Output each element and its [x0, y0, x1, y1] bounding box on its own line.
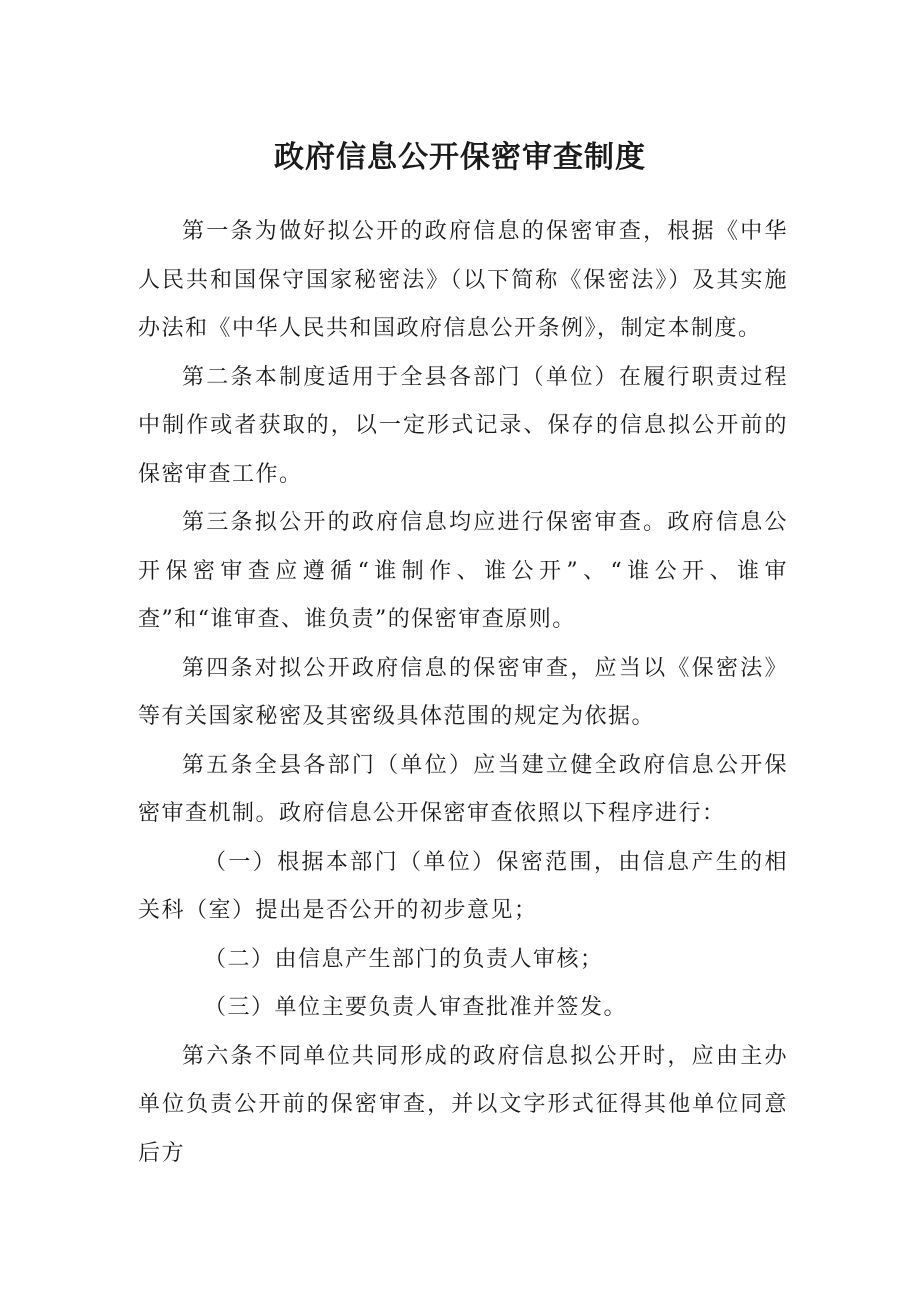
article-1: 第一条为做好拟公开的政府信息的保密审查，根据《中华人民共和国保守国家秘密法》（以下简称《保密法》）及其实施办法和《中华人民共和国政府信息公开条例》，制定本制度。 — [138, 219, 788, 341]
article-2: 第二条本制度适用于全县各部门（单位）在履行职责过程中制作或者获取的，以一定形式记录、保存的信息拟公开前的保密审查工作。 — [138, 364, 788, 487]
document-title: 政府信息公开保密审查制度 — [274, 140, 646, 175]
article-6: 第六条不同单位共同形成的政府信息拟公开时，应由主办单位负责公开前的保密审查，并以文字形式征得其他单位同意后方 — [138, 1043, 788, 1166]
article-5: 第五条全县各部门（单位）应当建立健全政府信息公开保密审查机制。政府信息公开保密审查依照以下程序进行： — [138, 752, 788, 826]
document-body — [138, 208, 788, 1178]
procedure-step-2: （二）由信息产生部门的负责人审核； — [204, 946, 604, 972]
procedure-step-1: （一）根据本部门（单位）保密范围，由信息产生的相关科（室）提出是否公开的初步意见； — [138, 849, 788, 923]
article-4: 第四条对拟公开政府信息的保密审查，应当以《保密法》等有关国家秘密及其密级具体范围的规定为依据。 — [138, 655, 788, 729]
article-3: 第三条拟公开的政府信息均应进行保密审查。政府信息公开保密审查应遵循“谁制作、谁公开”、“谁公开、谁审查”和“谁审查、谁负责”的保密审查原则。 — [138, 510, 788, 632]
procedure-step-3: （三）单位主要负责人审查批准并签发。 — [204, 995, 628, 1020]
